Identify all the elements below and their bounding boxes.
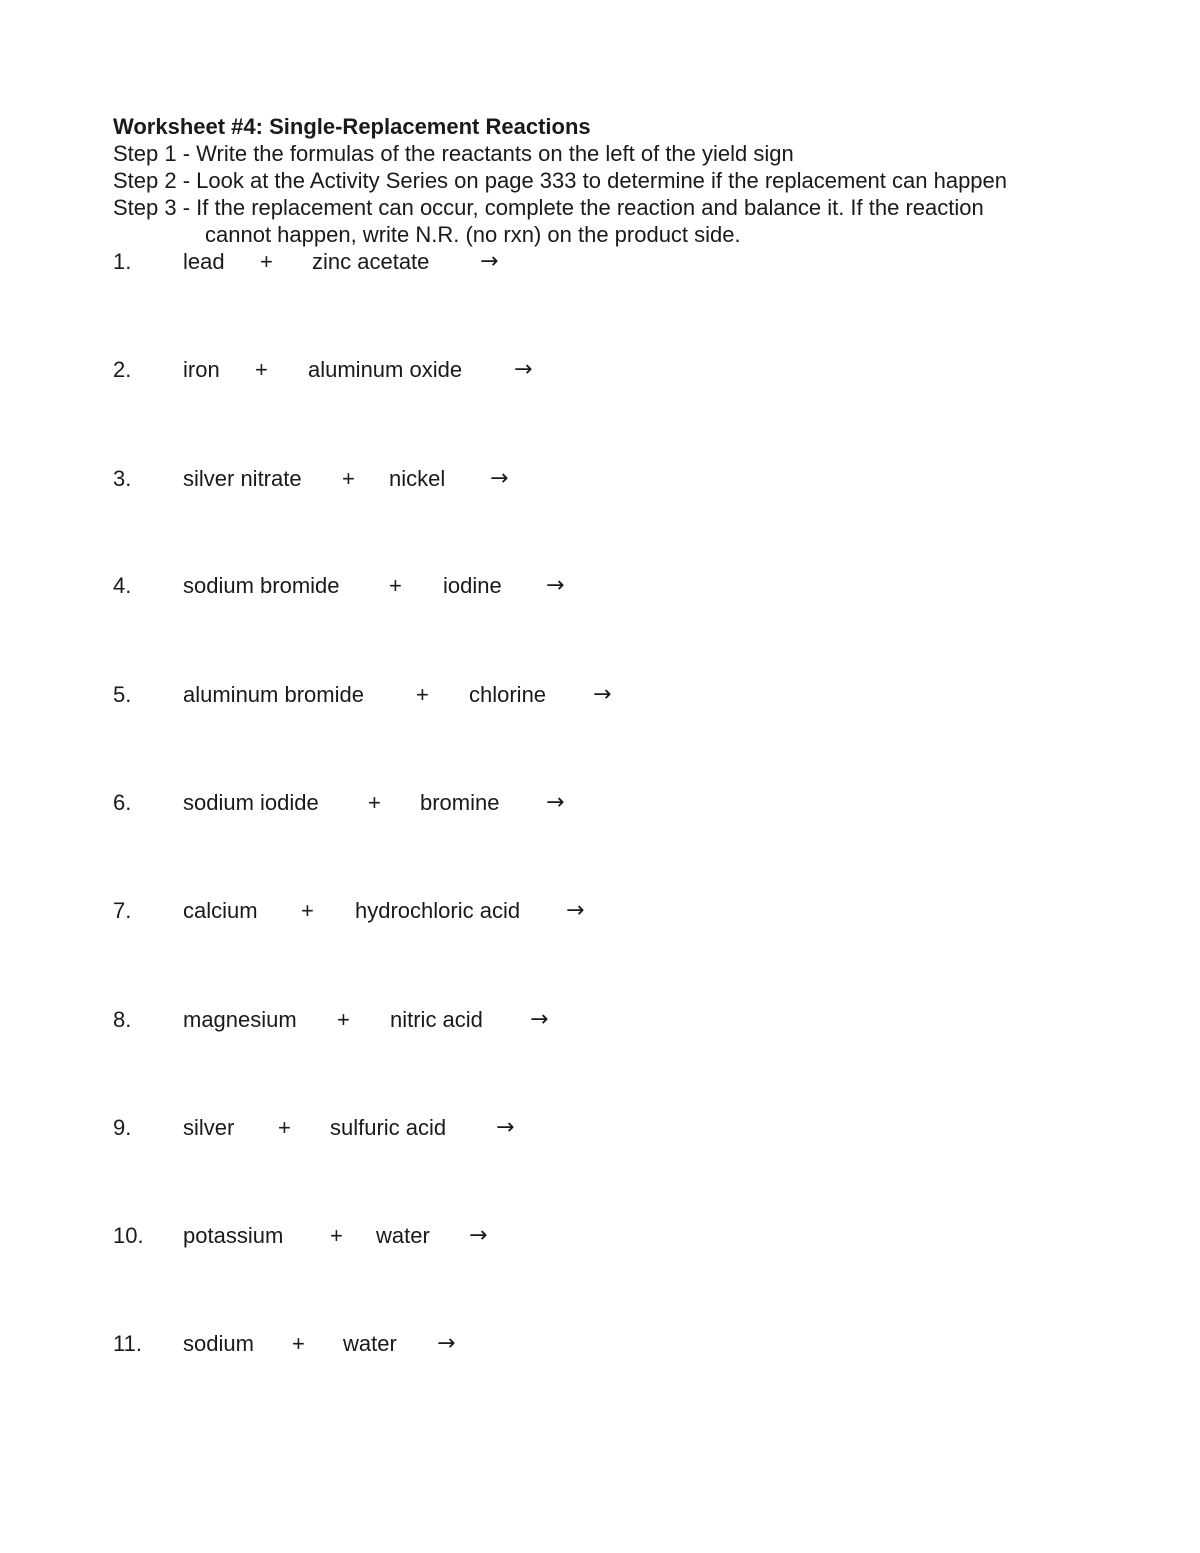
problem-number: 9. bbox=[113, 1115, 132, 1140]
plus-sign: + bbox=[260, 249, 273, 274]
yield-arrow-icon: → bbox=[514, 357, 533, 382]
reactant-1: silver nitrate bbox=[183, 466, 302, 491]
reactant-2: iodine bbox=[443, 573, 502, 598]
problem-row bbox=[0, 466, 1200, 496]
yield-arrow-icon: → bbox=[593, 682, 612, 707]
step-3: Step 3 - If the replacement can occur, complete the reaction and balance it. If the reaction bbox=[113, 195, 984, 220]
reactant-2: water bbox=[376, 1223, 430, 1248]
plus-sign: + bbox=[368, 790, 381, 815]
problem-number: 2. bbox=[113, 357, 132, 382]
reactant-1: iron bbox=[183, 357, 220, 382]
problem-number: 11. bbox=[113, 1331, 142, 1356]
worksheet-title: Worksheet #4: Single-Replacement Reactions bbox=[113, 114, 591, 139]
problem-number: 3. bbox=[113, 466, 132, 491]
problem-number: 4. bbox=[113, 573, 132, 598]
step-1: Step 1 - Write the formulas of the reactants on the left of the yield sign bbox=[113, 141, 794, 166]
reactant-2: aluminum oxide bbox=[308, 357, 463, 382]
reactant-1: potassium bbox=[183, 1223, 284, 1248]
yield-arrow-icon: → bbox=[469, 1223, 488, 1248]
plus-sign: + bbox=[416, 682, 429, 707]
problem-row bbox=[0, 1223, 1200, 1253]
problem-number: 8. bbox=[113, 1007, 132, 1032]
reactant-1: sodium bromide bbox=[183, 573, 340, 598]
problem-number: 7. bbox=[113, 898, 132, 923]
reactant-1: lead bbox=[183, 249, 225, 274]
reactant-1: silver bbox=[183, 1115, 235, 1140]
reactant-2: bromine bbox=[420, 790, 500, 815]
yield-arrow-icon: → bbox=[566, 898, 585, 923]
yield-arrow-icon: → bbox=[480, 249, 499, 274]
problem-row bbox=[0, 357, 1200, 387]
problem-number: 10. bbox=[113, 1223, 144, 1248]
plus-sign: + bbox=[330, 1223, 343, 1248]
yield-arrow-icon: → bbox=[437, 1331, 456, 1356]
problem-row bbox=[0, 573, 1200, 603]
step-2: Step 2 - Look at the Activity Series on page 333 to determine if the replacement can happen bbox=[113, 168, 1008, 193]
yield-arrow-icon: → bbox=[496, 1115, 515, 1140]
reactant-1: calcium bbox=[183, 898, 258, 923]
plus-sign: + bbox=[337, 1007, 350, 1032]
problem-row bbox=[0, 1115, 1200, 1145]
plus-sign: + bbox=[255, 357, 268, 382]
plus-sign: + bbox=[278, 1115, 291, 1140]
reactant-2: nickel bbox=[389, 466, 446, 491]
yield-arrow-icon: → bbox=[546, 790, 565, 815]
problem-row bbox=[0, 790, 1200, 820]
problem-row bbox=[0, 1331, 1200, 1361]
reactant-2: zinc acetate bbox=[312, 249, 430, 274]
problem-row bbox=[0, 898, 1200, 928]
reactant-1: aluminum bromide bbox=[183, 682, 364, 707]
yield-arrow-icon: → bbox=[546, 573, 565, 598]
reactant-2: nitric acid bbox=[390, 1007, 483, 1032]
reactant-1: sodium iodide bbox=[183, 790, 319, 815]
problem-number: 6. bbox=[113, 790, 132, 815]
problem-number: 1. bbox=[113, 249, 132, 274]
reactant-2: chlorine bbox=[469, 682, 547, 707]
reactant-2: water bbox=[343, 1331, 397, 1356]
plus-sign: + bbox=[301, 898, 314, 923]
reactant-2: sulfuric acid bbox=[330, 1115, 447, 1140]
plus-sign: + bbox=[292, 1331, 305, 1356]
problem-row bbox=[0, 682, 1200, 712]
yield-arrow-icon: → bbox=[530, 1007, 549, 1032]
problem-number: 5. bbox=[113, 682, 132, 707]
step-3-continuation: cannot happen, write N.R. (no rxn) on the product side. bbox=[205, 222, 741, 247]
yield-arrow-icon: → bbox=[490, 466, 509, 491]
reactant-1: magnesium bbox=[183, 1007, 297, 1032]
problem-row bbox=[0, 249, 1200, 279]
problem-row bbox=[0, 1007, 1200, 1037]
reactant-1: sodium bbox=[183, 1331, 254, 1356]
plus-sign: + bbox=[342, 466, 355, 491]
reactant-2: hydrochloric acid bbox=[355, 898, 521, 923]
plus-sign: + bbox=[389, 573, 402, 598]
